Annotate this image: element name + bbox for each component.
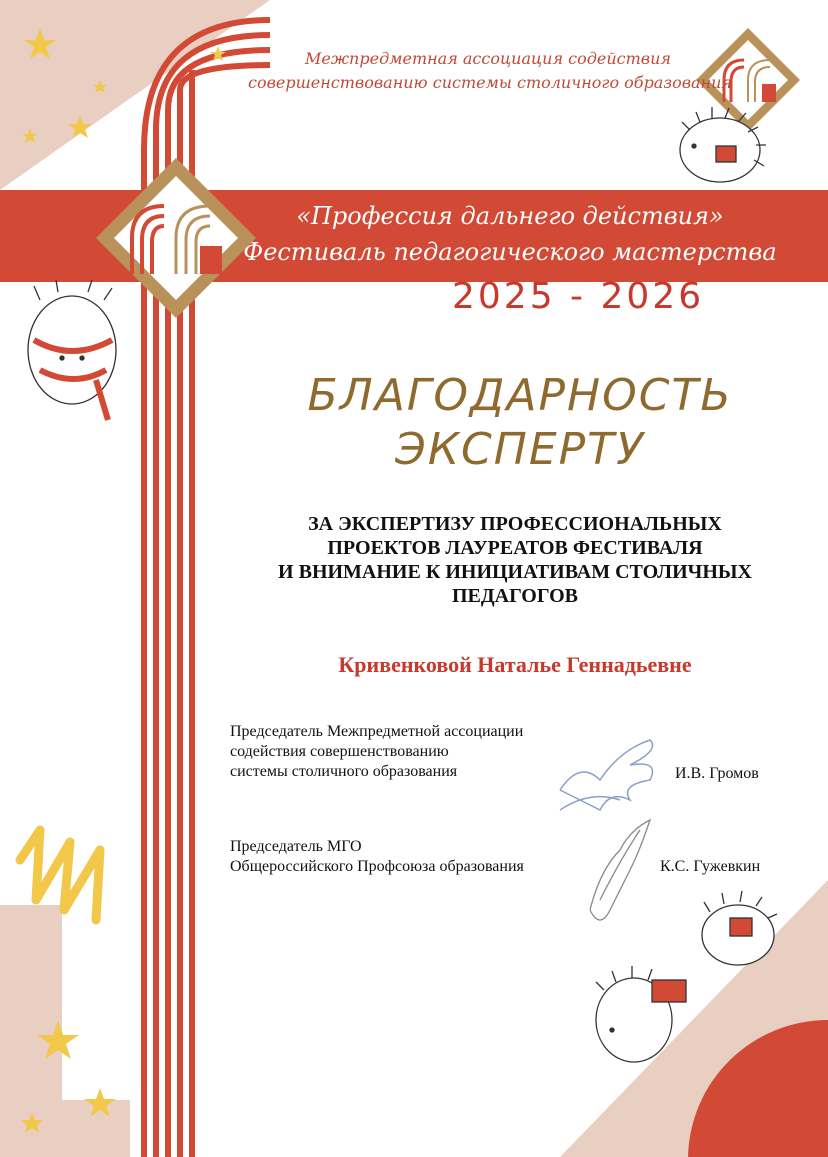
signer-name-2: К.С. Гужевкин: [660, 858, 761, 875]
signature-icon: [560, 740, 653, 810]
award-reason-line: ПЕДАГОГОВ: [451, 585, 578, 607]
award-reason-line: ПРОЕКТОВ ЛАУРЕАТОВ ФЕСТИВАЛЯ: [327, 537, 703, 559]
recipient-name: Кривенковой Наталье Геннадьевне: [338, 652, 692, 677]
signature-icon: [590, 820, 650, 920]
signer-title-line: содействия совершенствованию: [230, 743, 449, 760]
festival-subtitle: Фестиваль педагогического мастерства: [243, 238, 777, 266]
signer-title-line: Председатель МГО: [230, 838, 362, 855]
signer-title-line: Председатель Межпредметной ассоциации: [230, 723, 524, 740]
signature-block-1: [230, 722, 523, 782]
signer-title-line: Общероссийского Профсоюза образования: [230, 858, 524, 875]
top-left-triangle: [0, 0, 270, 190]
award-reason-line: ЗА ЭКСПЕРТИЗУ ПРОФЕССИОНАЛЬНЫХ: [308, 513, 722, 535]
festival-name: «Профессия дальнего действия»: [296, 202, 724, 230]
signer-title-line: системы столичного образования: [230, 763, 458, 780]
association-line2: совершенствованию системы столичного образования: [248, 73, 732, 92]
award-title-line2: ЭКСПЕРТУ: [395, 424, 645, 475]
bottom-left-block-2: [0, 1100, 130, 1157]
signer-name-1: И.В. Громов: [675, 765, 759, 782]
hedgehog-icon: [28, 280, 116, 420]
festival-years: 2025 - 2026: [452, 276, 705, 317]
signature-block-2: [230, 837, 524, 877]
award-title-line1: БЛАГОДАРНОСТЬ: [307, 370, 733, 421]
award-reason-line: И ВНИМАНИЕ К ИНИЦИАТИВАМ СТОЛИЧНЫХ: [278, 561, 752, 583]
award-reason: [220, 512, 810, 608]
association-line1: Межпредметная ассоциация содействия: [305, 49, 671, 68]
